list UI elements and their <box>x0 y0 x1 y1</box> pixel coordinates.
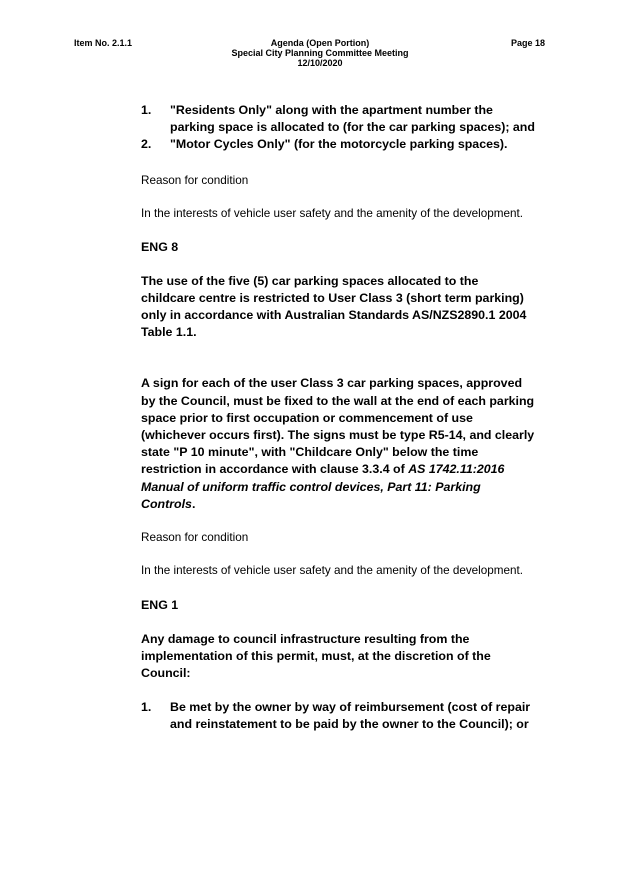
list-item <box>141 699 536 733</box>
agenda-line: Special City Planning Committee Meeting <box>231 48 409 58</box>
list-text: "Motor Cycles Only" (for the motorcycle parking spaces). <box>170 137 508 152</box>
list-item <box>141 136 536 153</box>
condition-paragraph: Any damage to council infrastructure resulting from the implementation of this permit, must, at the discretion of the Council: <box>141 632 491 681</box>
condition-paragraph <box>141 375 536 513</box>
paragraph-text: A sign for each of the user Class 3 car parking spaces, approved by the Council, must be fixed to the wall at the end of each parking space prior to first occupation or commencement of use (whichever occurs first). The signs must be type R5-14, and clearly state "P 10 minute", with "Childcare Only" below the time restriction in accordance with clause 3.3.4 of <box>141 376 535 477</box>
reason-label: Reason for condition <box>141 173 249 187</box>
condition-heading: ENG 8 <box>141 240 179 255</box>
condition-paragraph: The use of the five (5) car parking spaces allocated to the childcare centre is restricted to User Class 3 (short term parking) only in accordance with Australian Standards AS/NZS2890.1 2004 Table 1.1. <box>141 273 527 340</box>
reason-label: Reason for condition <box>141 531 249 545</box>
agenda-line: Agenda (Open Portion) <box>270 38 370 48</box>
standard-title: AS 1742.11:2016 Manual of uniform traffic control devices, Part 11: Parking Controls <box>141 462 505 511</box>
paragraph-end: . <box>191 496 196 511</box>
page-number: Page 18 <box>511 38 546 48</box>
list-number: 1. <box>141 103 152 117</box>
list-number: 2. <box>141 137 152 152</box>
list-text: Be met by the owner by way of reimbursement (cost of repair and reinstatement to be paid by the owner to the Council); or <box>170 699 531 731</box>
condition-heading: ENG 1 <box>141 597 179 612</box>
reason-text: In the interests of vehicle user safety and the amenity of the development. <box>141 564 524 578</box>
list-number: 1. <box>141 699 152 714</box>
document-body <box>141 102 536 733</box>
list-text: "Residents Only" along with the apartment number the parking space is allocated to (for the car parking spaces); and <box>170 103 535 135</box>
list-item <box>141 102 536 136</box>
agenda-line: 12/10/2020 <box>297 58 343 68</box>
reason-text: In the interests of vehicle user safety and the amenity of the development. <box>141 207 524 221</box>
item-number: Item No. 2.1.1 <box>74 38 133 48</box>
